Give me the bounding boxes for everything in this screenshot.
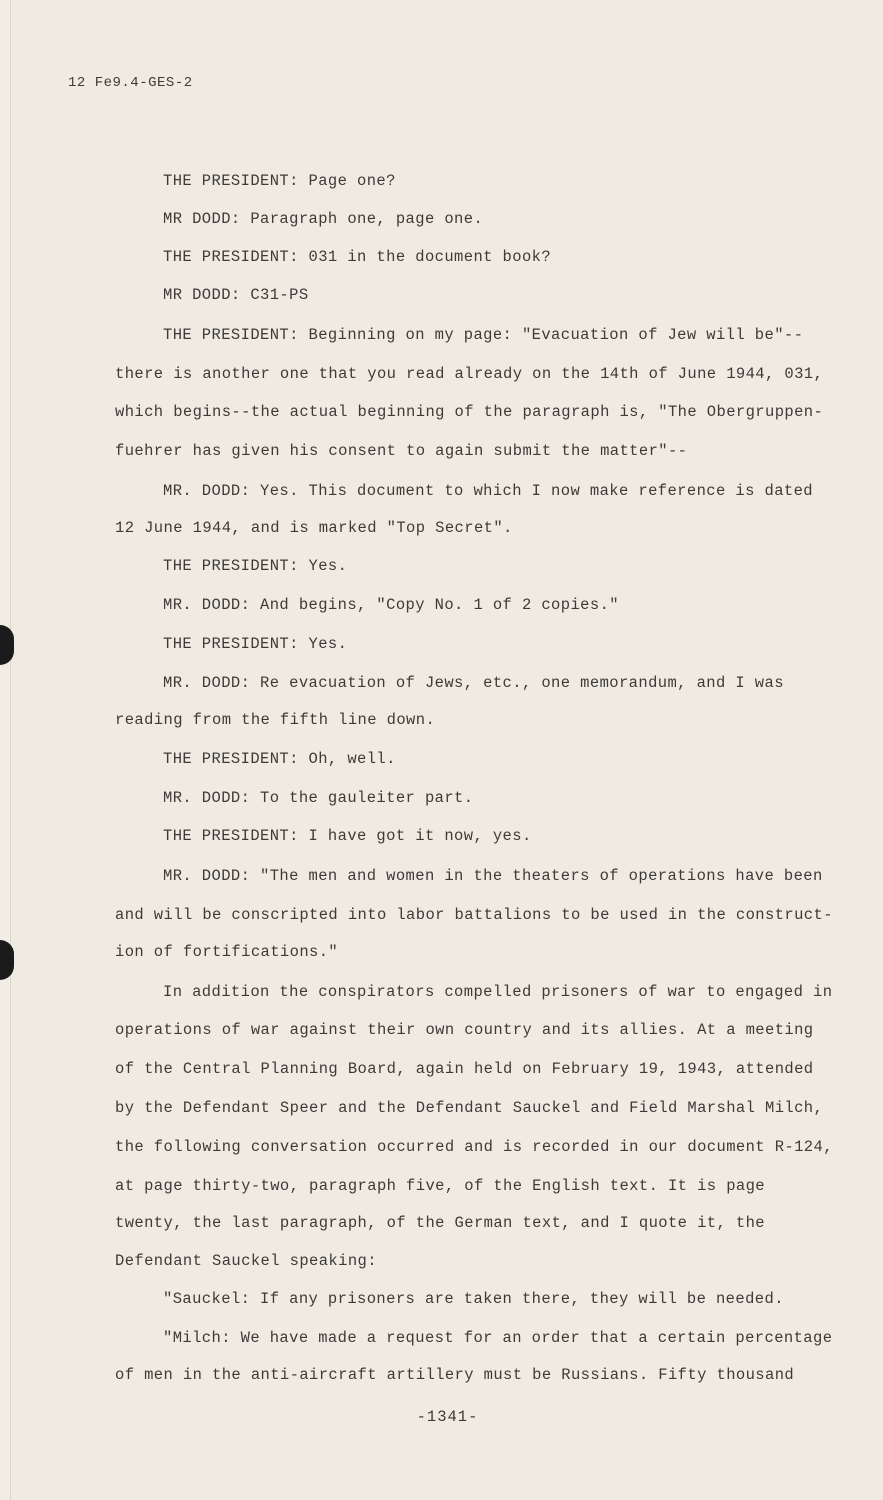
text-line: 12 June 1944, and is marked "Top Secret". <box>115 519 513 537</box>
text-line: reading from the fifth line down. <box>115 711 436 729</box>
text-line: MR. DODD: "The men and women in the theaters of operations have been <box>163 867 823 885</box>
text-line: which begins--the actual beginning of the paragraph is, "The Obergruppen- <box>115 403 824 421</box>
text-line: THE PRESIDENT: Oh, well. <box>163 750 396 768</box>
text-line: THE PRESIDENT: Yes. <box>163 635 348 653</box>
text-line: THE PRESIDENT: 031 in the document book? <box>163 248 552 266</box>
text-line: "Sauckel: If any prisoners are taken there, they will be needed. <box>163 1290 784 1308</box>
text-line: of the Central Planning Board, again held on February 19, 1943, attended <box>115 1060 814 1078</box>
page-header: 12 Fe9.4-GES-2 <box>68 75 193 91</box>
text-line: of men in the anti-aircraft artillery must be Russians. Fifty thousand <box>115 1366 795 1384</box>
text-line: ion of fortifications." <box>115 943 339 961</box>
text-line: MR. DODD: Yes. This document to which I now make reference is dated <box>163 482 814 500</box>
text-line: MR. DODD: Re evacuation of Jews, etc., one memorandum, and I was <box>163 674 784 692</box>
text-line: THE PRESIDENT: I have got it now, yes. <box>163 827 532 845</box>
text-line: MR DODD: Paragraph one, page one. <box>163 210 484 228</box>
text-line: twenty, the last paragraph, of the German text, and I quote it, the <box>115 1214 766 1232</box>
page-number: -1341- <box>416 1408 479 1426</box>
text-line: the following conversation occurred and is recorded in our document R-124, <box>115 1138 833 1156</box>
text-line: THE PRESIDENT: Beginning on my page: "Evacuation of Jew will be"-- <box>163 326 804 344</box>
text-line: and will be conscripted into labor battalions to be used in the construct- <box>115 906 833 924</box>
text-line: THE PRESIDENT: Page one? <box>163 172 396 190</box>
text-line: THE PRESIDENT: Yes. <box>163 557 348 575</box>
text-line: operations of war against their own country and its allies. At a meeting <box>115 1021 814 1039</box>
text-line: by the Defendant Speer and the Defendant Sauckel and Field Marshal Milch, <box>115 1099 824 1117</box>
text-line: at page thirty-two, paragraph five, of the English text. It is page <box>115 1177 766 1195</box>
text-line: MR DODD: C31-PS <box>163 286 309 304</box>
document-page <box>10 0 883 1500</box>
text-line: MR. DODD: To the gauleiter part. <box>163 789 474 807</box>
text-line: fuehrer has given his consent to again submit the matter"-- <box>115 442 688 460</box>
text-line: "Milch: We have made a request for an order that a certain percentage <box>163 1329 833 1347</box>
text-line: In addition the conspirators compelled prisoners of war to engaged in <box>163 983 833 1001</box>
text-line: MR. DODD: And begins, "Copy No. 1 of 2 copies." <box>163 596 619 614</box>
text-line: Defendant Sauckel speaking: <box>115 1252 377 1270</box>
text-line: there is another one that you read already on the 14th of June 1944, 031, <box>115 365 824 383</box>
